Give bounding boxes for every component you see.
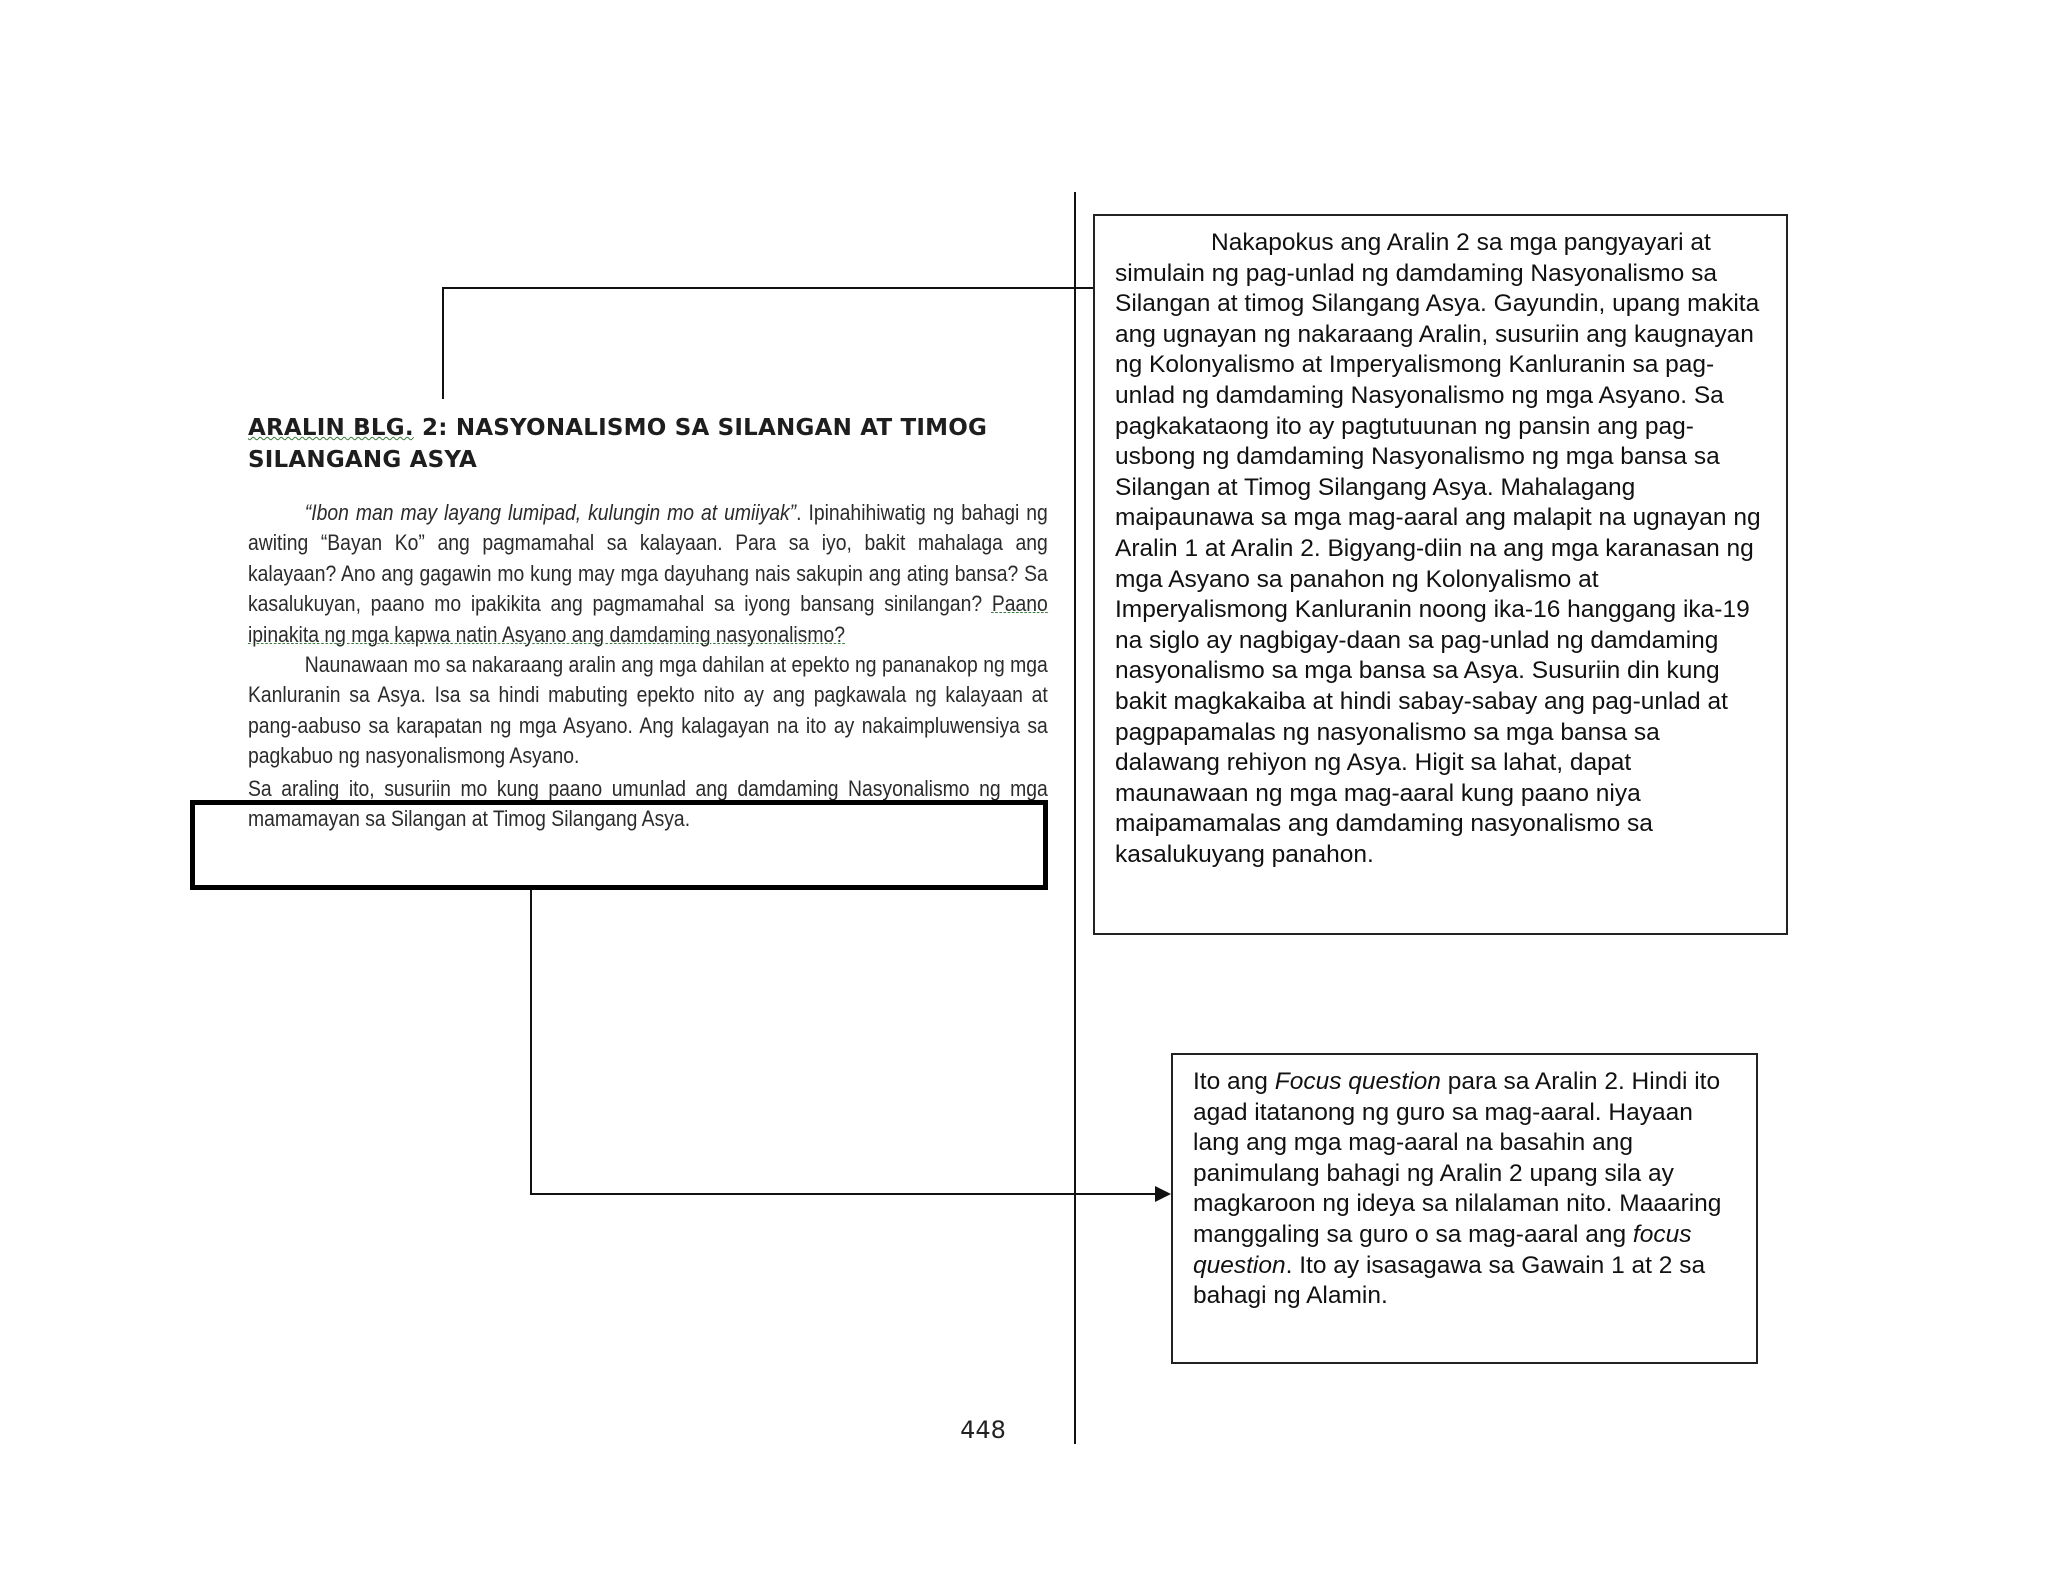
teacher-note-focus-question — [1171, 1053, 1758, 1364]
connector-line-top — [442, 287, 1095, 289]
lesson-paragraph-1 — [248, 498, 1048, 650]
note-italic-1: Focus question — [1274, 1068, 1441, 1095]
connector-line-title — [442, 287, 444, 399]
note-text-2: para sa Aralin 2. Hindi ito agad itatanong ng guro sa mag-aaral. Hayaan lang ang mga mag-aaral na basahin ang panimulang bahagi ng Aralin 2 upang sila ay magkaroon ng ideya sa nilalaman nito. Maaaring manggaling sa guro o sa mag-aaral ang — [1193, 1068, 1722, 1248]
page-number: 448 — [960, 1416, 1006, 1444]
note-italic-2: focus question — [1193, 1220, 1692, 1279]
teacher-note-overview-text: Nakapokus ang Aralin 2 sa mga pangyayari at simulain ng pag-unlad ng damdaming Nasyonalismo sa Silangan at timog Silangang Asya. Gayundin, upang makita ang ugnayan ng nakaraang Aralin, susuriin ang kaugnayan ng Kolonyalismo at Imperyalismong Kanluranin sa pag-unlad ng damdaming Nasyonalismo ng mga Asyano. Sa pagkakataong ito ay pagtutuunan ng pansin ang pag-usbong ng damdaming Nasyonalismo ng mga bansa sa Silangan at Timog Silangang Asya. Mahalagang maipaunawa sa mga mag-aaral ang malapit na ugnayan ng Aralin 1 at Aralin 2. Bigyang-diin na ang mga karanasan ng mga Asyano sa panahon ng Kolonyalismo at Imperyalismong Kanluranin noong ika-16 hanggang ika-19 na siglo ay nagbigay-daan sa pag-unlad ng damdaming nasyonalismo sa mga bansa sa Asya. Susuriin din kung bakit magkakaiba at hindi sabay-sabay ang pag-unlad at pagpapamalas ng nasyonalismo sa mga bansa sa dalawang rehiyon ng Asya. Higit sa lahat, dapat maunawaan ng mga mag-aaral kung paano niya maipamamalas ang damdaming nasyonalismo sa kasalukuyang panahon. — [1115, 229, 1761, 868]
note-text-3: . Ito ay isasagawa sa Gawain 1 at 2 sa bahagi ng Alamin. — [1193, 1251, 1706, 1310]
teacher-note-overview — [1093, 214, 1788, 935]
focus-question-text: Paano ipinakita ng mga kapwa natin Asyano ang damdaming nasyonalismo? — [248, 591, 1048, 647]
connector-line-bottom — [530, 1193, 1156, 1195]
lesson-paragraph-3: Sa araling ito, susuriin mo kung paano umunlad ang damdaming Nasyonalismo ng mga mamamayan sa Silangan at Timog Silangang Asya. — [248, 775, 1048, 832]
note-text-1: Ito ang — [1193, 1068, 1275, 1095]
teacher-note-focus-question-text — [1193, 1067, 1738, 1312]
lesson-title-text: 2: NASYONALISMO SA SILANGAN AT TIMOG SILANGANG ASYA — [248, 415, 988, 473]
arrow-head-icon — [1155, 1186, 1171, 1202]
lesson-paragraph-2: Naunawaan mo sa nakaraang aralin ang mga dahilan at epekto ng pananakop ng mga Kanluranin sa Asya. Isa sa hindi mabuting epekto nito ay ang pagkawala ng kalayaan at pang-aabuso sa karapatan ng mga Asyano. Ang kalagayan na ito ay nakaimpluwensiya sa pagkabuo ng nasyonalismong Asyano. — [248, 652, 1048, 769]
connector-line-focus — [530, 890, 532, 1194]
song-quote: “Ibon man may layang lumipad, kulungin mo at umiiyak” — [304, 500, 797, 525]
lesson-title — [248, 412, 1048, 476]
lesson-paragraph-1-text: . Ipinahihiwatig ng bahagi ng awiting “Bayan Ko” ang pagmamahal sa kalayaan. Para sa iyo, bakit mahalaga ang kalayaan? Ano ang gagawin mo kung may mga dayuhang nais sakupin ang ating bansa? Sa kasalukuyan, paano mo ipakikita ang pagmamahal sa iyong bansang sinilangan? — [248, 500, 1048, 617]
lesson-intro — [248, 412, 1048, 834]
focus-highlight-box — [190, 800, 1048, 890]
lesson-title-number: ARALIN BLG. — [248, 415, 414, 441]
vertical-divider — [1074, 192, 1076, 1444]
